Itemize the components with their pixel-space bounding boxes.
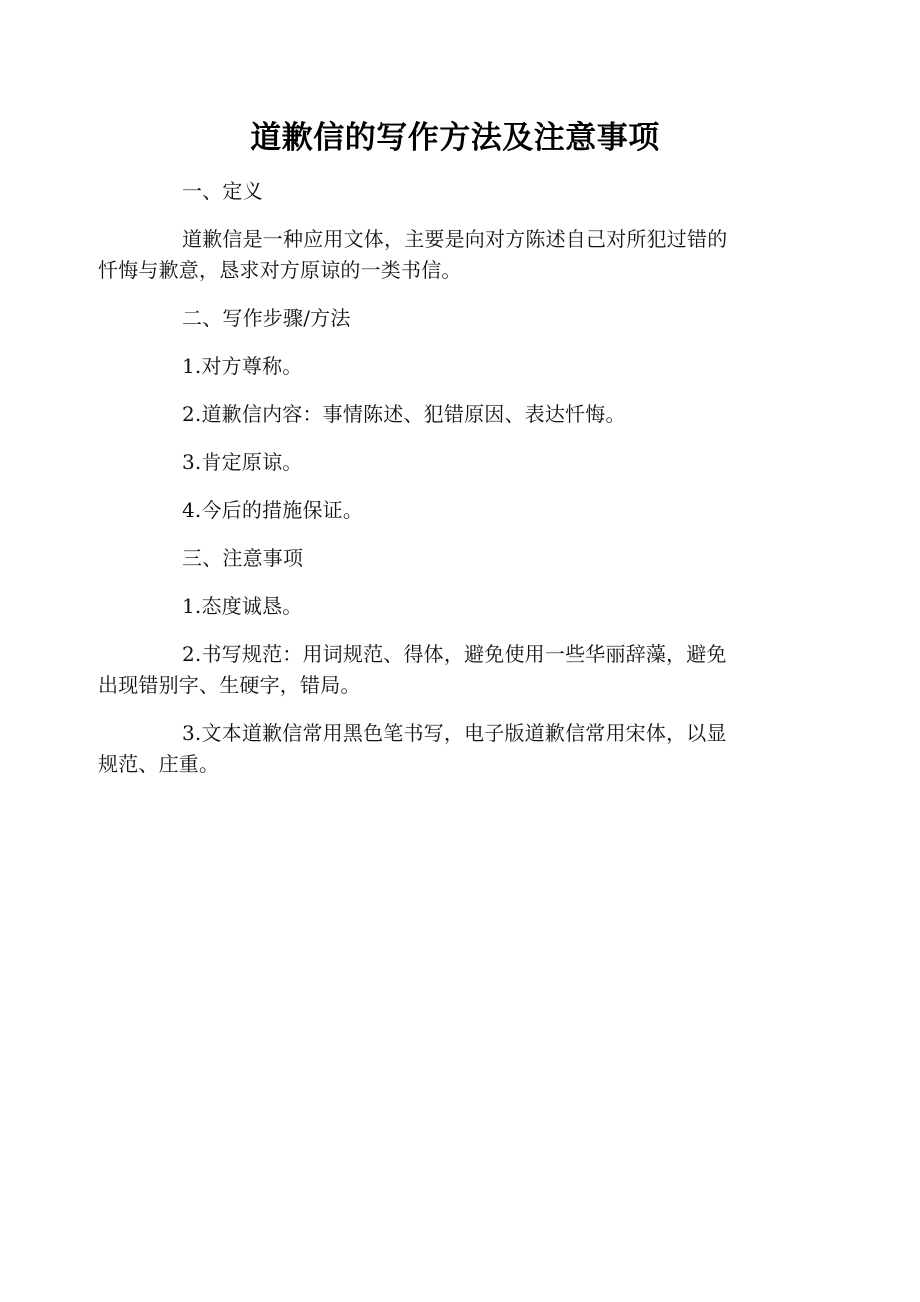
text-line: 出现错别字、生硬字，错局。 <box>98 673 361 697</box>
section-heading-steps <box>140 303 770 334</box>
note-item <box>98 639 770 701</box>
note-item <box>98 718 770 780</box>
definition-paragraph <box>98 224 770 286</box>
text-line: 二、写作步骤/方法 <box>182 306 351 330</box>
text-line: 1.对方尊称。 <box>182 354 303 378</box>
step-item <box>140 495 770 526</box>
step-item <box>140 399 770 430</box>
text-line: 1.态度诚恳。 <box>182 594 303 618</box>
text-line: 一、定义 <box>182 179 263 203</box>
text-line: 规范、庄重。 <box>98 752 220 776</box>
text-line: 三、注意事项 <box>182 546 304 570</box>
text-line: 2.道歉信内容：事情陈述、犯错原因、表达忏悔。 <box>182 402 626 426</box>
document-title: 道歉信的写作方法及注意事项 <box>250 120 660 156</box>
step-item <box>140 447 770 478</box>
step-item <box>140 351 770 382</box>
text-line: 3.文本道歉信常用黑色笔书写，电子版道歉信常用宋体，以显 <box>182 721 727 745</box>
section-heading-definition <box>140 176 770 207</box>
section-heading-notes <box>140 543 770 574</box>
text-line: 2.书写规范：用词规范、得体，避免使用一些华丽辞藻，避免 <box>182 642 727 666</box>
note-item <box>140 591 770 622</box>
text-line: 4.今后的措施保证。 <box>182 498 364 522</box>
text-line: 道歉信是一种应用文体，主要是向对方陈述自己对所犯过错的 <box>182 227 728 251</box>
document-content <box>98 112 770 797</box>
text-line: 忏悔与歉意，恳求对方原谅的一类书信。 <box>98 258 462 282</box>
text-line: 3.肯定原谅。 <box>182 450 303 474</box>
